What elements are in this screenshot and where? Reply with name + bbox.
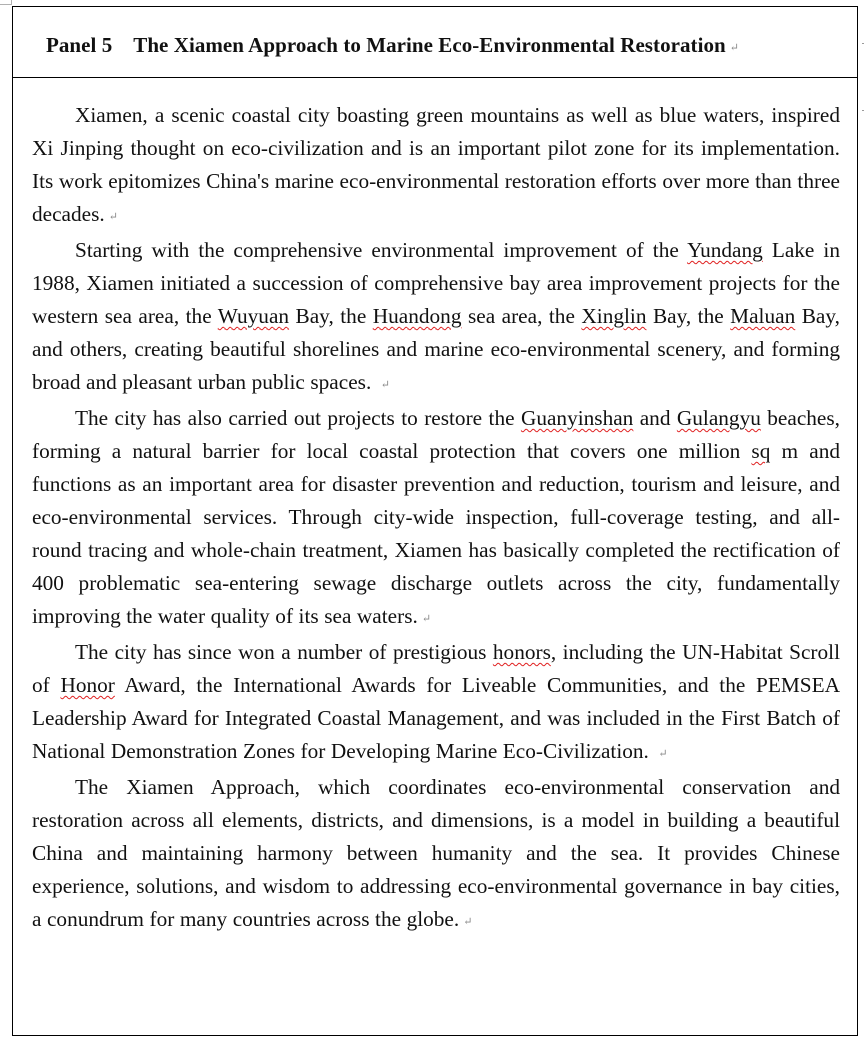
paragraph-text: sea area, the [461, 304, 582, 328]
panel-title[interactable] [46, 33, 739, 58]
panel-title-text: The Xiamen Approach to Marine Eco-Environmental Restoration [133, 33, 726, 57]
paragraph-text: The city has also carried out projects to restore the [75, 406, 521, 430]
panel-header [13, 7, 857, 78]
spellcheck-flagged-word: Maluan [730, 304, 796, 328]
paragraph-text: Bay, and others, creating beautiful shorelines and marine eco-environmental scenery, and forming broad and pleasant urban public spaces. [32, 304, 840, 394]
spellcheck-flagged-word: Xinglin [581, 304, 647, 328]
panel-label: Panel 5 [46, 33, 113, 57]
spellcheck-flagged-word: Yundang [687, 238, 763, 262]
panel-body[interactable] [32, 99, 840, 939]
paragraph-text: The Xiamen Approach, which coordinates eco-environmental conservation and restoration across all elements, districts, and dimensions, is a model in building a beautiful China and maintaining harmony between humanity and the sea. It provides Chinese experience, solutions, and wisdom to addressing eco-environmental governance in bay cities, a conundrum for many countries across the globe. [32, 775, 840, 931]
paragraph-beach-restoration[interactable] [32, 402, 840, 636]
paragraph-text: and [633, 406, 677, 430]
paragraph-text: Bay, the [646, 304, 731, 328]
spellcheck-flagged-word: Wuyuan [217, 304, 290, 328]
spellcheck-flagged-word: Gulangyu [676, 406, 761, 430]
spellcheck-flagged-word: honors [492, 640, 551, 664]
panel-box [12, 6, 858, 1036]
paragraph-text: beaches, forming a natural barrier for local coastal protection that covers one million [32, 406, 840, 463]
paragraph-text: m and functions as an important area for disaster prevention and reduction, tourism and leisure, and eco-environmental services. Through city-wide inspection, full-coverage testing, and all-round tracing and whole-chain treatment, Xiamen has basically completed the rectification of 400 problematic sea-entering sewage discharge outlets across the city, fundamentally improving the water quality of its sea waters. [32, 439, 840, 628]
spellcheck-flagged-word: Huandong [372, 304, 462, 328]
paragraph-mark-icon: ↵ [380, 379, 391, 391]
paragraph-mark-icon: ↵ [421, 613, 432, 625]
spellcheck-flagged-word: Honor [60, 673, 115, 697]
paragraph-intro[interactable] [32, 99, 840, 234]
paragraph-mark-icon: ↵ [658, 748, 668, 760]
paragraph-text: Lake in 1988, Xiamen initiated a succession of comprehensive bay area improvement projects for the western sea area, the [32, 238, 840, 328]
paragraph-honors[interactable] [32, 636, 840, 771]
spellcheck-flagged-word: sq [751, 439, 771, 463]
paragraph-text: , including the UN-Habitat Scroll of [32, 640, 840, 697]
paragraph-text: Award, the International Awards for Liveable Communities, and the PEMSEA Leadership Award for Integrated Coastal Management, and was included in the First Batch of National Demonstration Zones for Developing Marine Eco-Civilization. [32, 673, 841, 763]
paragraph-xiamen-approach[interactable] [32, 771, 840, 939]
paragraph-text: The city has since won a number of prestigious [75, 640, 493, 664]
spellcheck-flagged-word: Guanyinshan [520, 406, 634, 430]
paragraph-mark-icon: ↵ [729, 42, 740, 54]
paragraph-bay-improvement[interactable] [32, 234, 840, 402]
paragraph-text: Bay, the [289, 304, 373, 328]
paragraph-text: Starting with the comprehensive environmental improvement of the [75, 238, 688, 262]
page-corner-mark [0, 0, 12, 5]
paragraph-mark-icon: ↵ [108, 211, 118, 223]
paragraph-mark-icon: ↵ [463, 916, 473, 928]
paragraph-text: Xiamen, a scenic coastal city boasting green mountains as well as blue waters, inspired Xi Jinping thought on eco-civilization and is an important pilot zone for its implementation. Its work epitomizes China's marine eco-environmental restoration efforts over more than three decades. [32, 103, 840, 226]
